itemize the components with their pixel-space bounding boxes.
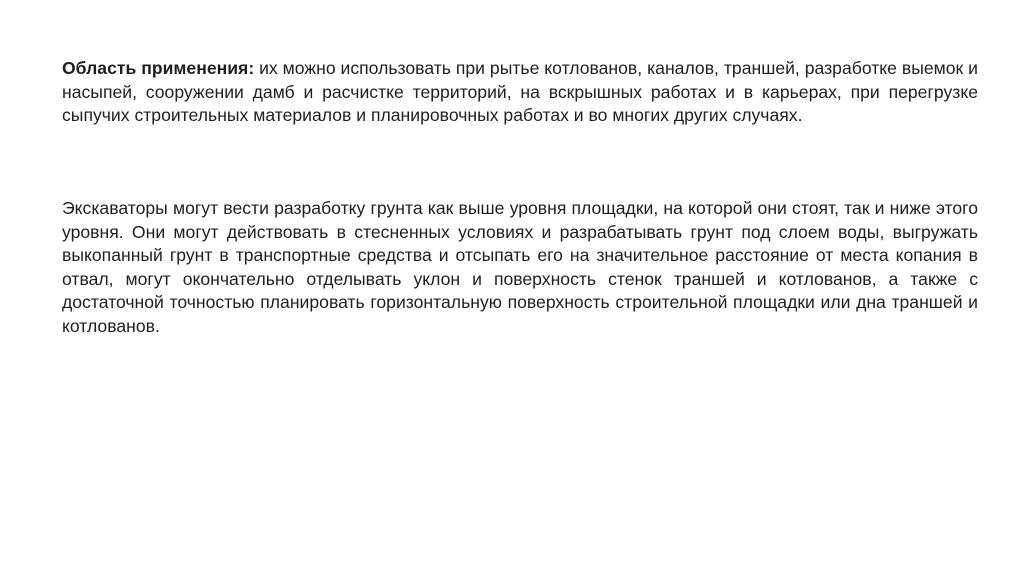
- paragraph-excavator-capabilities: Экскаваторы могут вести разработку грунта как выше уровня площадки, на которой они стоят, так и ниже этого уровня. Они могут действовать в стесненных условиях и разрабатывать грунт под слоем воды, выгружать выкопанный грунт в транспортные средства и отсыпать его на значительное расстояние от места копания в отвал, могут окончательно отделывать уклон и поверхность стенок траншей и котлованов, а также с достаточной точностью планировать горизонтальную поверхность строительной площадки или дна траншей и котлованов.: [62, 198, 978, 336]
- paragraph-lead-label: Область применения:: [62, 58, 255, 78]
- paragraph-application-area: [62, 57, 978, 128]
- paragraph-body-text: их можно использовать при рытье котлованов, каналов, траншей, разработке выемок и насыпей, сооружении дамб и расчистке территорий, на вскрышных работах и в карьерах, при перегрузке сыпучих строительных материалов и планировочных работах и во многих других случаях.: [62, 58, 978, 125]
